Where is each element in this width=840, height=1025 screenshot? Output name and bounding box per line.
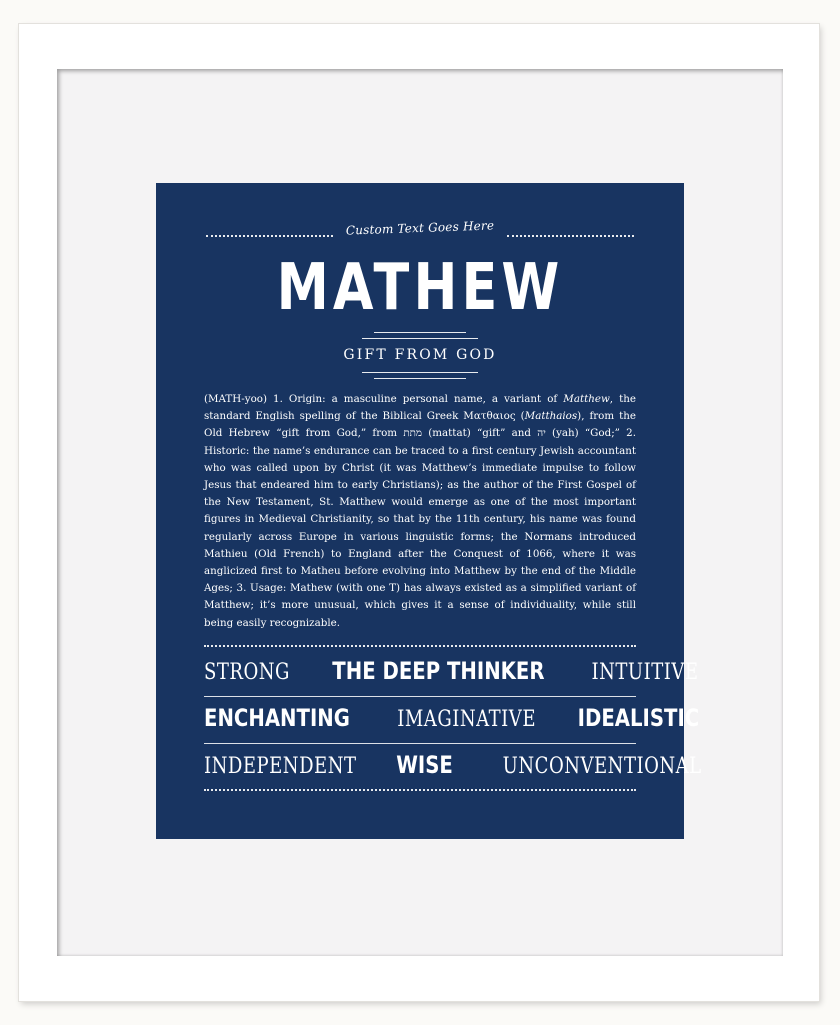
trait-word: INDEPENDENT: [204, 754, 357, 779]
definition-run: (MATH-yoo) 1. Origin: a masculine personal name, a variant of: [204, 393, 564, 405]
rule-below-meaning-2: [374, 378, 466, 379]
dotted-divider-right: [507, 235, 634, 237]
trait-word: IMAGINATIVE: [397, 707, 536, 732]
custom-text-line: [206, 218, 634, 247]
definition-italic-run: Matthaios: [524, 410, 578, 423]
custom-text: Custom Text Goes Here: [345, 218, 495, 238]
dotted-divider-middle: [204, 645, 636, 647]
trait-word: IDEALISTIC: [577, 704, 700, 732]
traits-row-3: [204, 751, 702, 785]
trait-word: INTUITIVE: [591, 660, 699, 685]
definition-run: ), from the Old Hebrew “gift from God,” from מתת (mattat) “gift” and יה (yah) “God;” 2. Historic: the name’s endurance can be traced to a first century Jewish accountant who was called upon by Christ (it was Matthew’s immediate impulse to follow Jesus that endeared him to early Christians); as the author of the First Gospel of the New Testament, St. Matthew would emerge as one of the most important figures in Medieval Christianity, so that by the 11th century, his name was found regularly across Europe in various linguistic forms; the Normans introduced Mathieu (Old French) to England after the Conquest of 1066, where it was anglicized first to Matheu before evolving into Matthew by the end of the Middle Ages; 3. Usage: Mathew (with one T) has always existed as a simplified variant of Matthew; it’s more unusual, which gives it a sense of individuality, while still being easily recognizable.: [204, 410, 636, 629]
name-definition: [204, 391, 636, 632]
definition-run: , the standard English spelling of the Biblical Greek Ματθαιος (: [204, 393, 636, 423]
trait-word: THE DEEP THINKER: [332, 657, 545, 685]
name-meaning: GIFT FROM GOD: [343, 347, 497, 363]
trait-word: ENCHANTING: [204, 704, 350, 732]
rule-above-meaning: [374, 332, 466, 333]
traits-rule-2: [204, 743, 636, 744]
traits-row-1: [204, 657, 699, 691]
trait-word: STRONG: [204, 660, 290, 685]
traits-rule-1: [204, 696, 636, 697]
rule-below-meaning: [362, 372, 478, 373]
rule-above-meaning-2: [362, 338, 478, 339]
dotted-divider-bottom: [204, 789, 636, 791]
definition-italic-run: Matthew: [563, 393, 610, 405]
trait-word: UNCONVENTIONAL: [502, 754, 702, 779]
traits-row-2: [204, 704, 700, 738]
name-print: [156, 183, 702, 839]
name-title: MATHEW: [276, 251, 564, 325]
trait-word: WISE: [396, 751, 453, 779]
